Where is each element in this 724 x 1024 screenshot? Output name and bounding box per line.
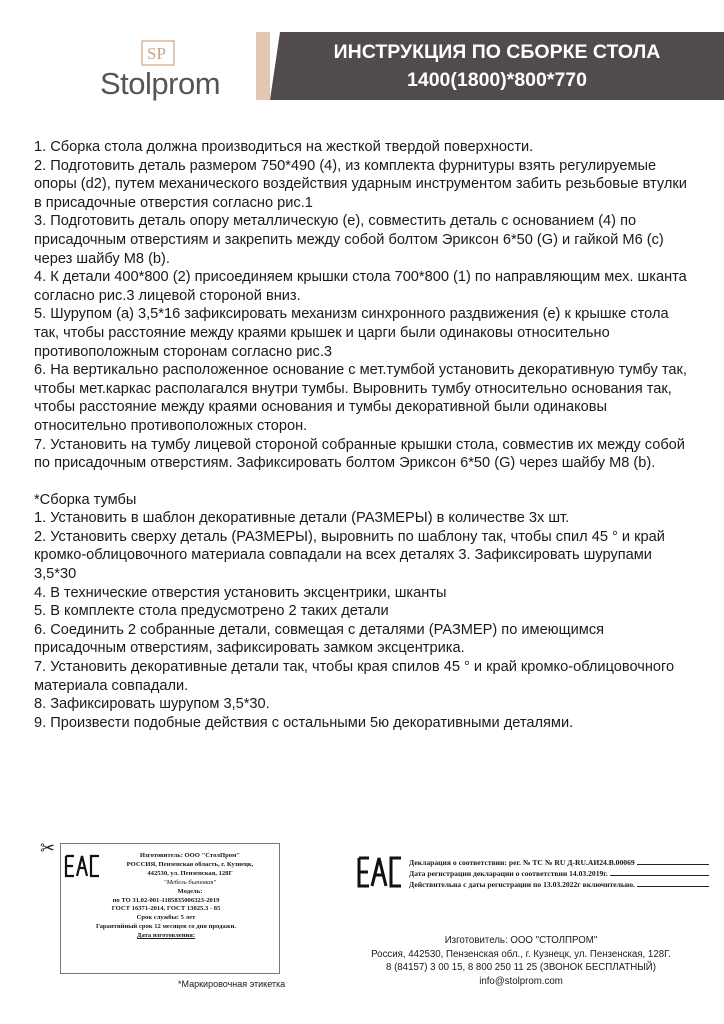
label-line: Дата изготовления:: [136, 932, 196, 940]
declaration-line: Декларация о соответствии: рег. № ТС № RU Д-RU.АИ24.В.00069: [409, 858, 635, 867]
cabinet-step: 4. В технические отверстия установить эксцентрики, шканты: [34, 584, 447, 601]
step: 5. Шурупом (а) 3,5*16 зафиксировать механизм синхронного раздвижения (е) к крышке стола так, чтобы расстояние между краями крышек и царги были одинаковы относительно противоположным сторонам согласно рис.3: [34, 306, 669, 360]
eac-text: EAC: [64, 854, 67, 855]
cabinet-step: 6. Соединить 2 собранные детали, совмещая с деталями (РАЗМЕР) по имеющимся присадочным отверстиям, зафиксировать замком эксцентрика.: [34, 621, 605, 657]
cabinet-step: 1. Установить в шаблон декоративные детали (РАЗМЕРЫ) в количестве 3х шт.: [34, 510, 570, 527]
page-title: [270, 38, 724, 94]
declaration-line: Действительна с даты регистрации по 13.03.2022г включительно.: [409, 880, 635, 889]
manufacturer-email: info@stolprom.com: [479, 975, 563, 987]
brand-name: Stolprom: [100, 66, 221, 101]
cabinet-title: *Сборка тумбы: [34, 491, 137, 508]
label-line: Срок службы: 5 лет: [136, 914, 196, 922]
cabinet-step: 5. В комплекте стола предусмотрено 2 таких детали: [34, 603, 389, 620]
logo-mark-letters: SP: [147, 44, 166, 63]
cabinet-step: 2. Установить сверху деталь (РАЗМЕРЫ), выровнить по шаблону так, чтобы спил 45 ° и край кромко-облицовочного материала совпадали на всех деталях 3. Зафиксировать шурупами 3,5*30: [34, 528, 665, 583]
brand-logo: [96, 36, 236, 106]
label-line: 442530, ул. Пензенская, 128Г: [147, 869, 233, 877]
manufacturer-info: [336, 934, 706, 988]
assembly-instructions: [34, 138, 694, 732]
label-line: Модель:: [177, 887, 203, 895]
cabinet-step: 7. Установить декоративные детали так, чтобы края спилов 45 ° и край кромко-облицовочного материала совпадали.: [34, 659, 675, 694]
header-accent: [256, 32, 270, 100]
step: 7. Установить на тумбу лицевой стороной собранные крышки стола, совместив их между собой по присадочным отверстиям. Зафиксировать болтом Эриксон 6*50 (G) через шайбу М8 (b).: [34, 436, 685, 472]
label-line: Гарантийный срок 12 месяцев со дня продажи.: [95, 923, 237, 931]
declaration-block: [409, 857, 709, 890]
label-caption: *Маркировочная этикетка: [178, 979, 286, 989]
step: 3. Подготовить деталь опору металлическую (е), совместить деталь с основанием (4) по присадочным отверстиям и закрепить между собой болтом Эриксон 6*50 (G) и гайкой М6 (с) через шайбу М8 (b).: [34, 213, 664, 267]
step: 6. На вертикально расположенное основание с мет.тумбой установить декоративную тумбу так, чтобы мет.каркас располагался внутри тумбы. Выровнить тумбу относительно основания так, чтобы расстояние между краями основания и тумбы декоративной были одинаковы относительно противоположных сторон.: [34, 362, 687, 434]
label-line: "Мебель бытовая": [163, 878, 217, 886]
label-line: ГОСТ 16371-2014, ГОСТ 13025.3 - 85: [111, 905, 221, 913]
label-line: РОССИЯ, Пензенская область, г. Кузнецк,: [126, 860, 254, 868]
cabinet-step: 9. Произвести подобные действия с остальными 5ю декоративными деталями.: [34, 714, 574, 731]
step: 4. К детали 400*800 (2) присоединяем крышки стола 700*800 (1) по направляющим мех. шканта согласно рис.3 лицевой стороной вниз.: [34, 269, 687, 304]
label-line: Изготовитель: ООО "СтолПром": [139, 852, 241, 859]
title-line-2: 1400(1800)*800*770: [407, 69, 587, 91]
manufacturer-line: 8 (84157) 3 00 15, 8 800 250 11 25 (ЗВОНОК БЕСПЛАТНЫЙ): [385, 962, 656, 974]
scissors-icon: ✂: [40, 838, 56, 858]
logo-mark-icon: [141, 40, 175, 66]
declaration-line: Дата регистрации декларации о соответствии 14.03.2019г.: [409, 869, 608, 878]
title-line-1: ИНСТРУКЦИЯ ПО СБОРКЕ СТОЛА: [333, 41, 661, 63]
step: 2. Подготовить деталь размером 750*490 (4), из комплекта фурнитуры взять регулируемые опоры (d2), путем механического воздействия ударным инструментом забить резьбовые втулки в присадочные отверстия согласно рис.1: [34, 157, 687, 211]
label-line: по ТО 31.02-001-1185835006323-2019: [112, 896, 220, 904]
marking-label-text: [62, 852, 270, 941]
cabinet-step: 8. Зафиксировать шурупом 3,5*30.: [34, 696, 270, 713]
eac-declaration-icon: [356, 855, 404, 889]
manufacturer-line: Россия, 442530, Пензенская обл., г. Кузнецк, ул. Пензенская, 128Г.: [371, 948, 671, 960]
step: 1. Сборка стола должна производиться на жесткой твердой поверхности.: [34, 139, 534, 155]
manufacturer-line: Изготовитель: ООО "СТОЛПРОМ": [444, 935, 598, 946]
